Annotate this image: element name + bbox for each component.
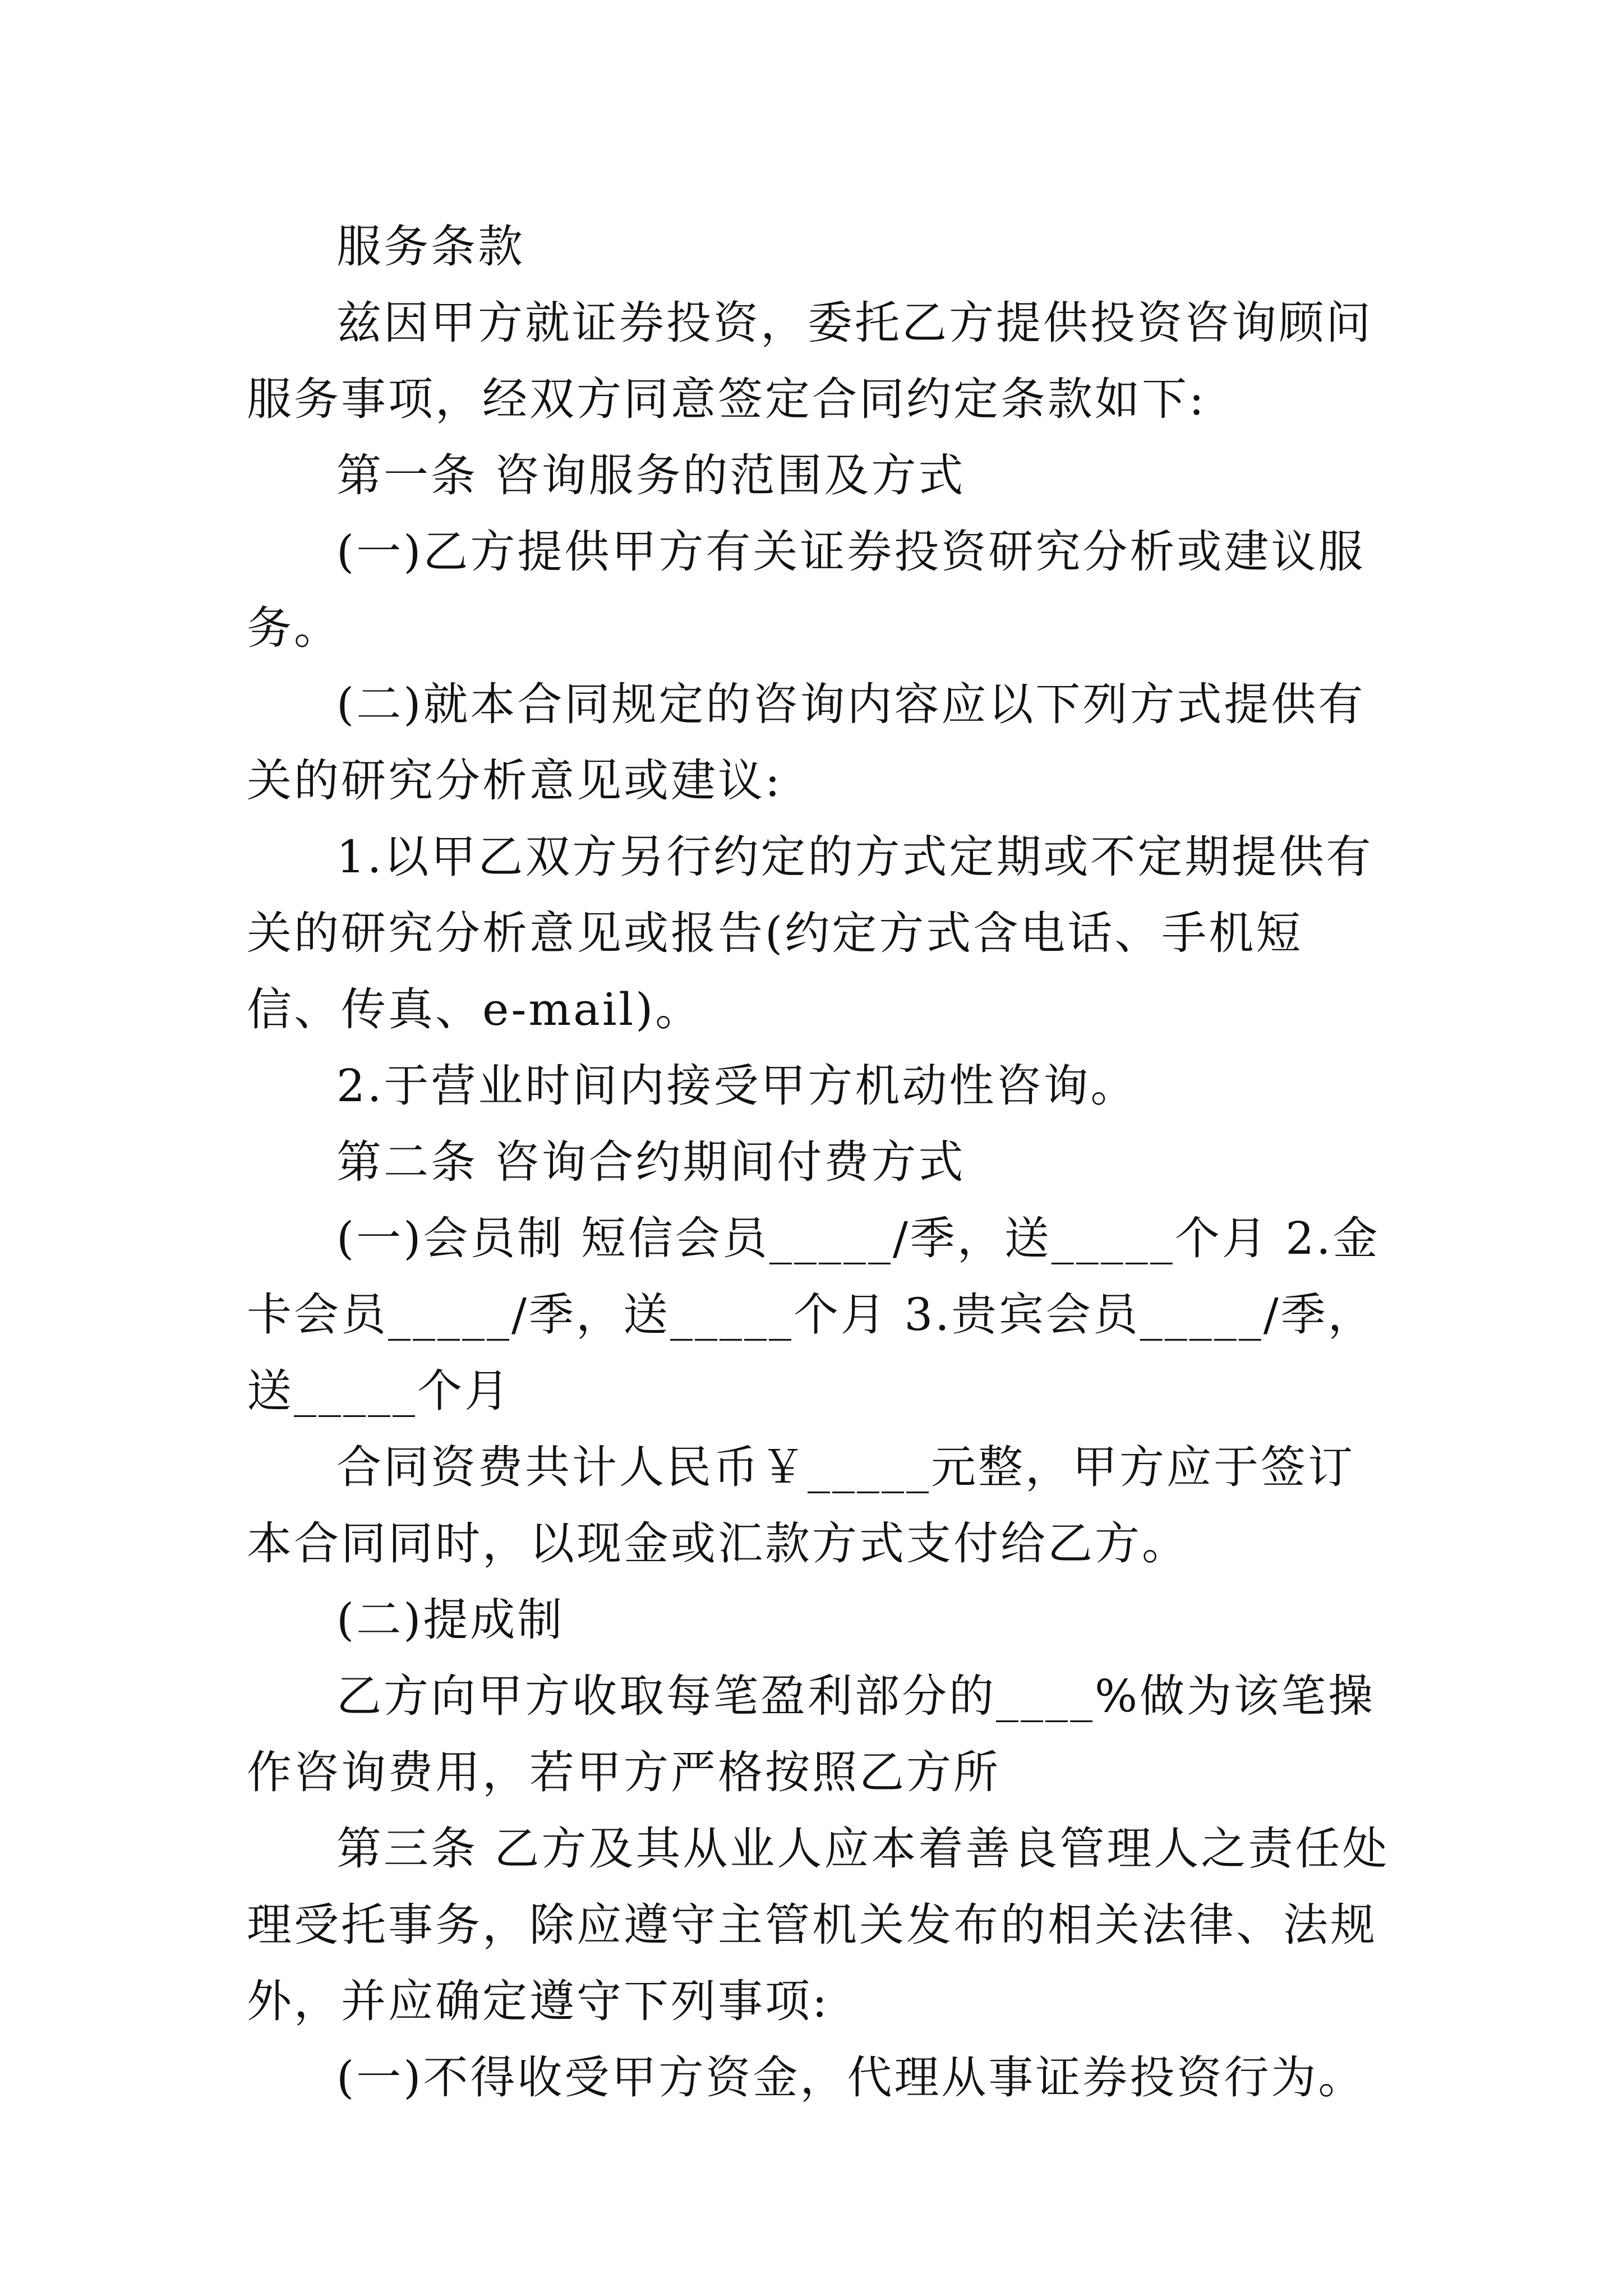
article-1-heading: 第一条 咨询服务的范围及方式 <box>336 449 966 501</box>
article-2-commission-heading: (二)提成制 <box>336 1594 565 1646</box>
article-1-item-1: (一)乙方提供甲方有关证券投资研究分析或建议服务。 <box>247 526 1366 654</box>
intro-paragraph: 兹因甲方就证券投资，委托乙方提供投资咨询顾问服务事项，经双方同意签定合同约定条款如下: <box>247 297 1373 425</box>
article-2-heading: 第二条 咨询合约期间付费方式 <box>336 1136 966 1188</box>
article-3-item-1: (一)不得收受甲方资金，代理从事证券投资行为。 <box>336 2051 1366 2104</box>
article-1-subitem-1: 1.以甲乙双方另行约定的方式定期或不定期提供有关的研究分析意见或报告(约定方式含电话、手机短信、传真、e-mail)。 <box>247 831 1373 1036</box>
article-1-subitem-2: 2.于营业时间内接受甲方机动性咨询。 <box>336 1060 1138 1112</box>
document-body <box>247 209 1391 2116</box>
article-2-commission-text: 乙方向甲方收取每笔盈利部分的____%做为该笔操作咨询费用，若甲方严格按照乙方所 <box>247 1670 1376 1798</box>
article-1-item-2: (二)就本合同规定的咨询内容应以下列方式提供有关的研究分析意见或建议: <box>247 678 1366 807</box>
article-2-membership: (一)会员制 短信会员_____/季，送_____个月 2.金卡会员_____/季，送_____个月 3.贵宾会员_____/季，送_____个月 <box>247 1212 1380 1417</box>
article-3-text: 第三条 乙方及其从业人应本着善良管理人之责任处理受托事务，除应遵守主管机关发布的相关法律、法规外，并应确定遵守下列事项: <box>247 1823 1390 2027</box>
section-title: 服务条款 <box>336 220 525 273</box>
article-2-fee-total: 合同资费共计人民币￥_____元整，甲方应于签订本合同同时，以现金或汇款方式支付给乙方。 <box>247 1441 1355 1570</box>
